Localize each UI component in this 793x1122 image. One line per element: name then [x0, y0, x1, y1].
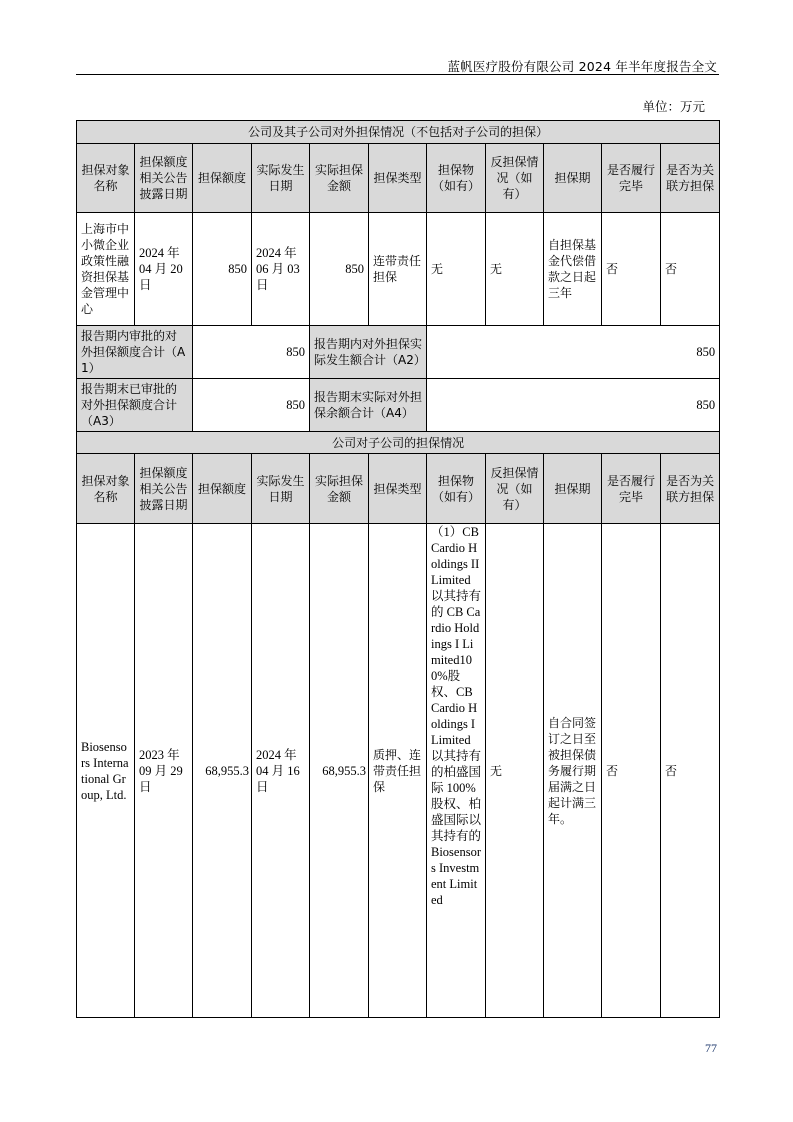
col-header-announce-date: 担保额度相关公告披露日期 — [135, 144, 193, 213]
col-header-quota: 担保额度 — [193, 144, 252, 213]
cell-announce-date: 2024 年 04 月 20 日 — [135, 213, 193, 326]
col-header-quota: 担保额度 — [193, 454, 252, 524]
cell-quota: 850 — [193, 213, 252, 326]
cell-announce-date: 2023 年 09 月 29 日 — [135, 524, 193, 1018]
col-header-collateral: 担保物（如有） — [427, 454, 486, 524]
cell-collateral: （1）CB Cardio Holdings II Limited 以其持有的 CB Cardio Holdings I Limited100%股权、CB Cardio Holdings I Limited 以其持有的柏盛国际 100%股权、柏盛国际以其持有的 Biosensors Investment Limited — [427, 524, 486, 1018]
col-header-actual-amount: 实际担保金额 — [310, 454, 369, 524]
col-header-counter: 反担保情况（如有） — [486, 144, 544, 213]
total-a1-value: 850 — [193, 326, 310, 379]
table-header-row — [77, 144, 720, 213]
cell-actual-date: 2024 年 06 月 03 日 — [252, 213, 310, 326]
cell-related: 否 — [661, 524, 720, 1018]
col-header-type: 担保类型 — [369, 144, 427, 213]
totals-row-a3-a4 — [77, 379, 720, 432]
table-row — [77, 213, 720, 326]
total-a3-label: 报告期末已审批的对外担保额度合计（A3） — [77, 379, 193, 432]
col-header-announce-date: 担保额度相关公告披露日期 — [135, 454, 193, 524]
cell-completed: 否 — [602, 213, 661, 326]
table-header-row — [77, 454, 720, 524]
total-a3-value: 850 — [193, 379, 310, 432]
col-header-actual-amount: 实际担保金额 — [310, 144, 369, 213]
cell-counter: 无 — [486, 524, 544, 1018]
totals-row-a1-a2 — [77, 326, 720, 379]
page-number: 77 — [705, 1041, 717, 1055]
total-a4-value: 850 — [427, 379, 720, 432]
cell-period: 自合同签订之日至被担保债务履行期届满之日起计满三年。 — [544, 524, 602, 1018]
page-header-title: 蓝帆医疗股份有限公司 2024 年半年度报告全文 — [447, 59, 717, 74]
col-header-period: 担保期 — [544, 144, 602, 213]
total-a2-value: 850 — [427, 326, 720, 379]
cell-counter: 无 — [486, 213, 544, 326]
cell-party: Biosensors International Group, Ltd. — [77, 524, 135, 1018]
total-a2-label: 报告期内对外担保实际发生额合计（A2） — [310, 326, 427, 379]
col-header-related: 是否为关联方担保 — [661, 454, 720, 524]
cell-collateral: 无 — [427, 213, 486, 326]
col-header-party: 担保对象名称 — [77, 144, 135, 213]
unit-label: 单位：万元 — [642, 99, 705, 114]
table-row — [77, 524, 720, 1018]
cell-quota: 68,955.3 — [193, 524, 252, 1018]
guarantee-table — [76, 120, 720, 1018]
total-a1-label: 报告期内审批的对外担保额度合计（A1） — [77, 326, 193, 379]
col-header-collateral: 担保物（如有） — [427, 144, 486, 213]
cell-completed: 否 — [602, 524, 661, 1018]
cell-type: 质押、连带责任担保 — [369, 524, 427, 1018]
cell-type: 连带责任担保 — [369, 213, 427, 326]
cell-actual-date: 2024 年 04 月 16 日 — [252, 524, 310, 1018]
section-external-title-row — [77, 121, 720, 144]
cell-actual-amount: 850 — [310, 213, 369, 326]
col-header-party: 担保对象名称 — [77, 454, 135, 524]
col-header-actual-date: 实际发生日期 — [252, 144, 310, 213]
col-header-related: 是否为关联方担保 — [661, 144, 720, 213]
col-header-actual-date: 实际发生日期 — [252, 454, 310, 524]
cell-related: 否 — [661, 213, 720, 326]
col-header-period: 担保期 — [544, 454, 602, 524]
col-header-completed: 是否履行完毕 — [602, 454, 661, 524]
cell-actual-amount: 68,955.3 — [310, 524, 369, 1018]
section-external-title: 公司及其子公司对外担保情况（不包括对子公司的担保） — [77, 121, 720, 144]
header-rule — [76, 74, 719, 75]
col-header-completed: 是否履行完毕 — [602, 144, 661, 213]
col-header-counter: 反担保情况（如有） — [486, 454, 544, 524]
section-subsidiary-title-row — [77, 432, 720, 454]
cell-party: 上海市中小微企业政策性融资担保基金管理中心 — [77, 213, 135, 326]
col-header-type: 担保类型 — [369, 454, 427, 524]
total-a4-label: 报告期末实际对外担保余额合计（A4） — [310, 379, 427, 432]
cell-period: 自担保基金代偿借款之日起三年 — [544, 213, 602, 326]
section-subsidiary-title: 公司对子公司的担保情况 — [77, 432, 720, 454]
